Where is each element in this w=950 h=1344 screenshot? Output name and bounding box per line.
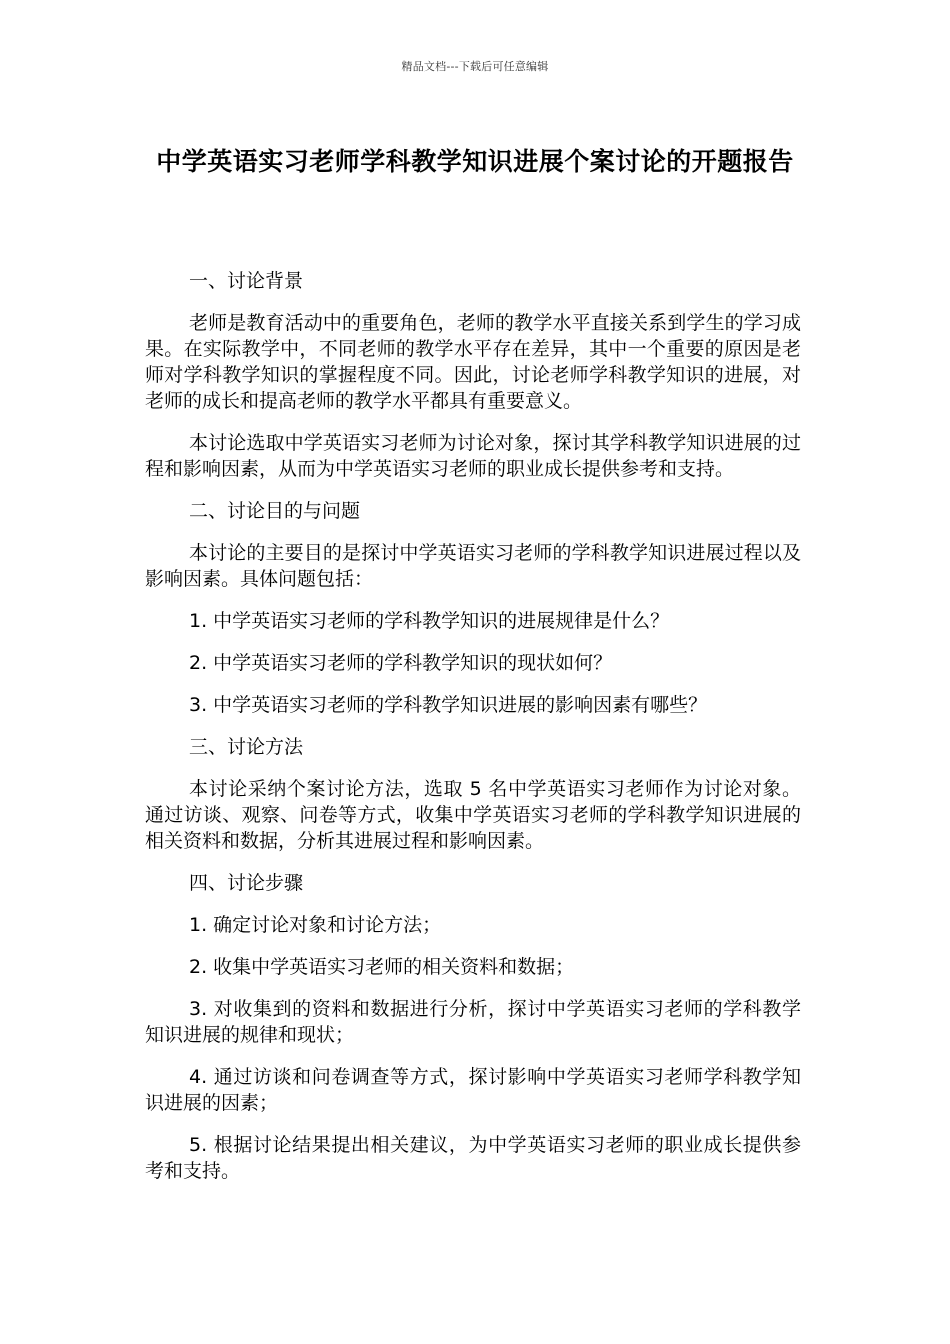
list-item: 4. 通过访谈和问卷调查等方式，探讨影响中学英语实习老师学科教学知识进展的因素；: [145, 1066, 801, 1114]
list-item: 5. 根据讨论结果提出相关建议，为中学英语实习老师的职业成长提供参考和支持。: [145, 1134, 801, 1182]
section-heading-background: 一、讨论背景: [189, 270, 304, 292]
document-body: [145, 268, 801, 1200]
list-item: 3. 对收集到的资料和数据进行分析，探讨中学英语实习老师的学科教学知识进展的规律和现状；: [145, 998, 801, 1046]
header-note: 精品文档---下载后可任意编辑: [401, 60, 549, 73]
paragraph: 本讨论的主要目的是探讨中学英语实习老师的学科教学知识进展过程以及影响因素。具体问题包括：: [145, 542, 801, 590]
section-heading-steps: 四、讨论步骤: [189, 872, 304, 894]
document-title: 中学英语实习老师学科教学知识进展个案讨论的开题报告: [156, 147, 794, 176]
paragraph: 本讨论采纳个案讨论方法，选取 5 名中学英语实习老师作为讨论对象。通过访谈、观察、问卷等方式，收集中学英语实习老师的学科教学知识进展的相关资料和数据，分析其进展过程和影响因素。: [145, 778, 801, 852]
list-item: 3. 中学英语实习老师的学科教学知识进展的影响因素有哪些？: [189, 694, 708, 716]
list-item: 2. 中学英语实习老师的学科教学知识的现状如何？: [189, 652, 613, 674]
paragraph: 老师是教育活动中的重要角色，老师的教学水平直接关系到学生的学习成果。在实际教学中，不同老师的教学水平存在差异，其中一个重要的原因是老师对学科教学知识的掌握程度不同。因此，讨论老师学科教学知识的进展，对老师的成长和提高老师的教学水平都具有重要意义。: [145, 312, 801, 412]
list-item: 1. 中学英语实习老师的学科教学知识的进展规律是什么？: [189, 610, 670, 632]
list-item: 2. 收集中学英语实习老师的相关资料和数据；: [189, 956, 575, 978]
paragraph: 本讨论选取中学英语实习老师为讨论对象，探讨其学科教学知识进展的过程和影响因素，从而为中学英语实习老师的职业成长提供参考和支持。: [145, 432, 801, 480]
section-heading-purpose: 二、讨论目的与问题: [189, 500, 361, 522]
list-item: 1. 确定讨论对象和讨论方法；: [189, 914, 442, 936]
section-heading-method: 三、讨论方法: [189, 736, 304, 758]
